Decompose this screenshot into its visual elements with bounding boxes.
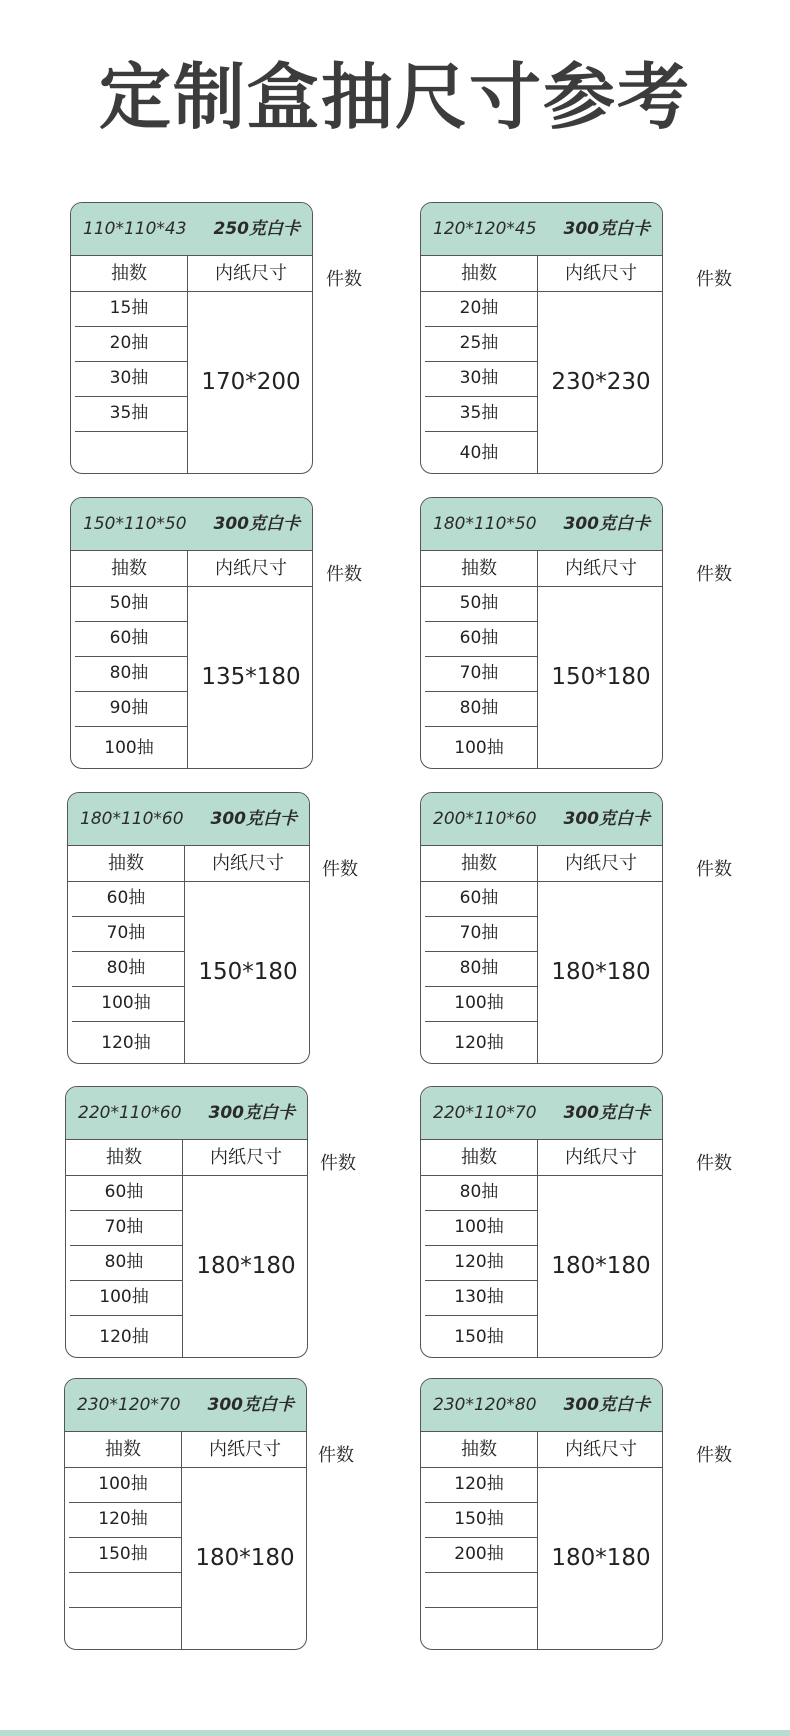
paper-type: 300克白卡 bbox=[563, 809, 650, 829]
size-card bbox=[420, 792, 663, 1064]
column-header-size: 内纸尺寸 bbox=[212, 853, 284, 874]
count-cell: 100抽 bbox=[101, 993, 151, 1013]
pieces-label: 件数 bbox=[326, 269, 362, 290]
card-header bbox=[421, 498, 662, 551]
pieces-label: 件数 bbox=[322, 859, 358, 880]
column-header-count: 抽数 bbox=[461, 263, 497, 284]
count-cell bbox=[421, 1572, 537, 1607]
pieces-label: 件数 bbox=[320, 1153, 356, 1174]
column-header-size: 内纸尺寸 bbox=[565, 853, 637, 874]
box-spec: 230*120*80 bbox=[433, 1395, 537, 1415]
card-header bbox=[421, 1087, 662, 1140]
column-header-size: 内纸尺寸 bbox=[215, 558, 287, 579]
column-header-count: 抽数 bbox=[111, 558, 147, 579]
column-header-count: 抽数 bbox=[461, 1439, 497, 1460]
count-cell: 80抽 bbox=[459, 698, 499, 718]
column-header-size: 内纸尺寸 bbox=[565, 263, 637, 284]
count-cell: 90抽 bbox=[109, 698, 149, 718]
box-spec: 230*120*70 bbox=[77, 1395, 181, 1415]
size-card bbox=[420, 202, 663, 474]
count-cell: 60抽 bbox=[106, 888, 146, 908]
column-header-count: 抽数 bbox=[461, 558, 497, 579]
count-cell: 80抽 bbox=[106, 958, 146, 978]
count-cell: 50抽 bbox=[459, 593, 499, 613]
paper-type: 300克白卡 bbox=[563, 1395, 650, 1415]
size-card bbox=[420, 1086, 663, 1358]
card-header bbox=[66, 1087, 307, 1140]
card-header bbox=[421, 203, 662, 256]
card-header bbox=[65, 1379, 306, 1432]
column-header-size: 内纸尺寸 bbox=[210, 1147, 282, 1168]
count-cell: 80抽 bbox=[109, 663, 149, 683]
count-cell: 120抽 bbox=[454, 1033, 504, 1053]
column-header-size: 内纸尺寸 bbox=[209, 1439, 281, 1460]
count-cell: 100抽 bbox=[99, 1287, 149, 1307]
count-cell: 80抽 bbox=[459, 1182, 499, 1202]
paper-type: 300克白卡 bbox=[563, 514, 650, 534]
count-cell: 130抽 bbox=[454, 1287, 504, 1307]
pieces-label: 件数 bbox=[696, 269, 732, 290]
inner-paper-size: 180*180 bbox=[551, 1253, 651, 1279]
card-header bbox=[71, 498, 312, 551]
size-card bbox=[65, 1086, 308, 1358]
count-cell bbox=[65, 1572, 181, 1607]
paper-type: 300克白卡 bbox=[208, 1103, 295, 1123]
count-cell bbox=[65, 1607, 181, 1650]
count-cell: 25抽 bbox=[459, 333, 499, 353]
inner-paper-size: 150*180 bbox=[198, 959, 298, 985]
box-spec: 180*110*50 bbox=[433, 514, 537, 534]
count-cell: 60抽 bbox=[109, 628, 149, 648]
count-cell: 100抽 bbox=[104, 738, 154, 758]
count-cell: 120抽 bbox=[98, 1509, 148, 1529]
inner-paper-size: 180*180 bbox=[195, 1545, 295, 1571]
inner-paper-size: 135*180 bbox=[201, 664, 301, 690]
count-cell: 35抽 bbox=[459, 403, 499, 423]
count-cell: 150抽 bbox=[454, 1327, 504, 1347]
count-cell: 60抽 bbox=[459, 888, 499, 908]
count-cell: 100抽 bbox=[454, 993, 504, 1013]
count-cell: 150抽 bbox=[454, 1509, 504, 1529]
count-cell: 70抽 bbox=[104, 1217, 144, 1237]
column-header-count: 抽数 bbox=[106, 1147, 142, 1168]
card-header bbox=[71, 203, 312, 256]
inner-paper-size: 170*200 bbox=[201, 369, 301, 395]
box-spec: 120*120*45 bbox=[433, 219, 537, 239]
count-cell: 35抽 bbox=[109, 403, 149, 423]
pieces-label: 件数 bbox=[696, 1445, 732, 1466]
pieces-label: 件数 bbox=[696, 1153, 732, 1174]
count-cell: 50抽 bbox=[109, 593, 149, 613]
box-spec: 180*110*60 bbox=[80, 809, 184, 829]
size-card bbox=[420, 1378, 663, 1650]
count-cell: 120抽 bbox=[454, 1474, 504, 1494]
size-card bbox=[420, 497, 663, 769]
pieces-label: 件数 bbox=[326, 564, 362, 585]
box-spec: 220*110*70 bbox=[433, 1103, 537, 1123]
inner-paper-size: 180*180 bbox=[196, 1253, 296, 1279]
count-cell: 40抽 bbox=[459, 443, 499, 463]
count-cell: 100抽 bbox=[454, 1217, 504, 1237]
size-card bbox=[70, 202, 313, 474]
count-cell: 100抽 bbox=[454, 738, 504, 758]
column-header-count: 抽数 bbox=[461, 1147, 497, 1168]
column-header-count: 抽数 bbox=[461, 853, 497, 874]
card-header bbox=[421, 793, 662, 846]
count-cell bbox=[71, 431, 187, 474]
count-cell: 70抽 bbox=[106, 923, 146, 943]
count-cell: 30抽 bbox=[459, 368, 499, 388]
column-header-size: 内纸尺寸 bbox=[215, 263, 287, 284]
count-cell: 100抽 bbox=[98, 1474, 148, 1494]
column-header-count: 抽数 bbox=[108, 853, 144, 874]
count-cell: 60抽 bbox=[104, 1182, 144, 1202]
size-card bbox=[64, 1378, 307, 1650]
paper-type: 300克白卡 bbox=[563, 219, 650, 239]
pieces-label: 件数 bbox=[318, 1445, 354, 1466]
card-header bbox=[68, 793, 309, 846]
count-cell: 150抽 bbox=[98, 1544, 148, 1564]
count-cell: 20抽 bbox=[109, 333, 149, 353]
count-cell: 15抽 bbox=[109, 298, 149, 318]
paper-type: 300克白卡 bbox=[563, 1103, 650, 1123]
count-cell: 70抽 bbox=[459, 923, 499, 943]
box-spec: 200*110*60 bbox=[433, 809, 537, 829]
count-cell: 30抽 bbox=[109, 368, 149, 388]
inner-paper-size: 230*230 bbox=[551, 369, 651, 395]
count-cell: 20抽 bbox=[459, 298, 499, 318]
pieces-label: 件数 bbox=[696, 859, 732, 880]
column-header-size: 内纸尺寸 bbox=[565, 558, 637, 579]
count-cell: 120抽 bbox=[454, 1252, 504, 1272]
count-cell: 70抽 bbox=[459, 663, 499, 683]
size-card bbox=[67, 792, 310, 1064]
paper-type: 250克白卡 bbox=[213, 219, 300, 239]
inner-paper-size: 180*180 bbox=[551, 1545, 651, 1571]
card-header bbox=[421, 1379, 662, 1432]
count-cell: 200抽 bbox=[454, 1544, 504, 1564]
count-cell: 60抽 bbox=[459, 628, 499, 648]
paper-type: 300克白卡 bbox=[213, 514, 300, 534]
column-header-count: 抽数 bbox=[105, 1439, 141, 1460]
paper-type: 300克白卡 bbox=[210, 809, 297, 829]
paper-type: 300克白卡 bbox=[207, 1395, 294, 1415]
count-cell: 80抽 bbox=[459, 958, 499, 978]
count-cell: 120抽 bbox=[99, 1327, 149, 1347]
column-header-size: 内纸尺寸 bbox=[565, 1147, 637, 1168]
bottom-accent-bar bbox=[0, 1730, 790, 1736]
box-spec: 150*110*50 bbox=[83, 514, 187, 534]
column-header-count: 抽数 bbox=[111, 263, 147, 284]
count-cell: 120抽 bbox=[101, 1033, 151, 1053]
inner-paper-size: 180*180 bbox=[551, 959, 651, 985]
page-title: 定制盒抽尺寸参考 bbox=[98, 55, 691, 139]
count-cell: 80抽 bbox=[104, 1252, 144, 1272]
inner-paper-size: 150*180 bbox=[551, 664, 651, 690]
count-cell bbox=[421, 1607, 537, 1650]
size-card bbox=[70, 497, 313, 769]
box-spec: 110*110*43 bbox=[83, 219, 187, 239]
box-spec: 220*110*60 bbox=[78, 1103, 182, 1123]
column-header-size: 内纸尺寸 bbox=[565, 1439, 637, 1460]
pieces-label: 件数 bbox=[696, 564, 732, 585]
